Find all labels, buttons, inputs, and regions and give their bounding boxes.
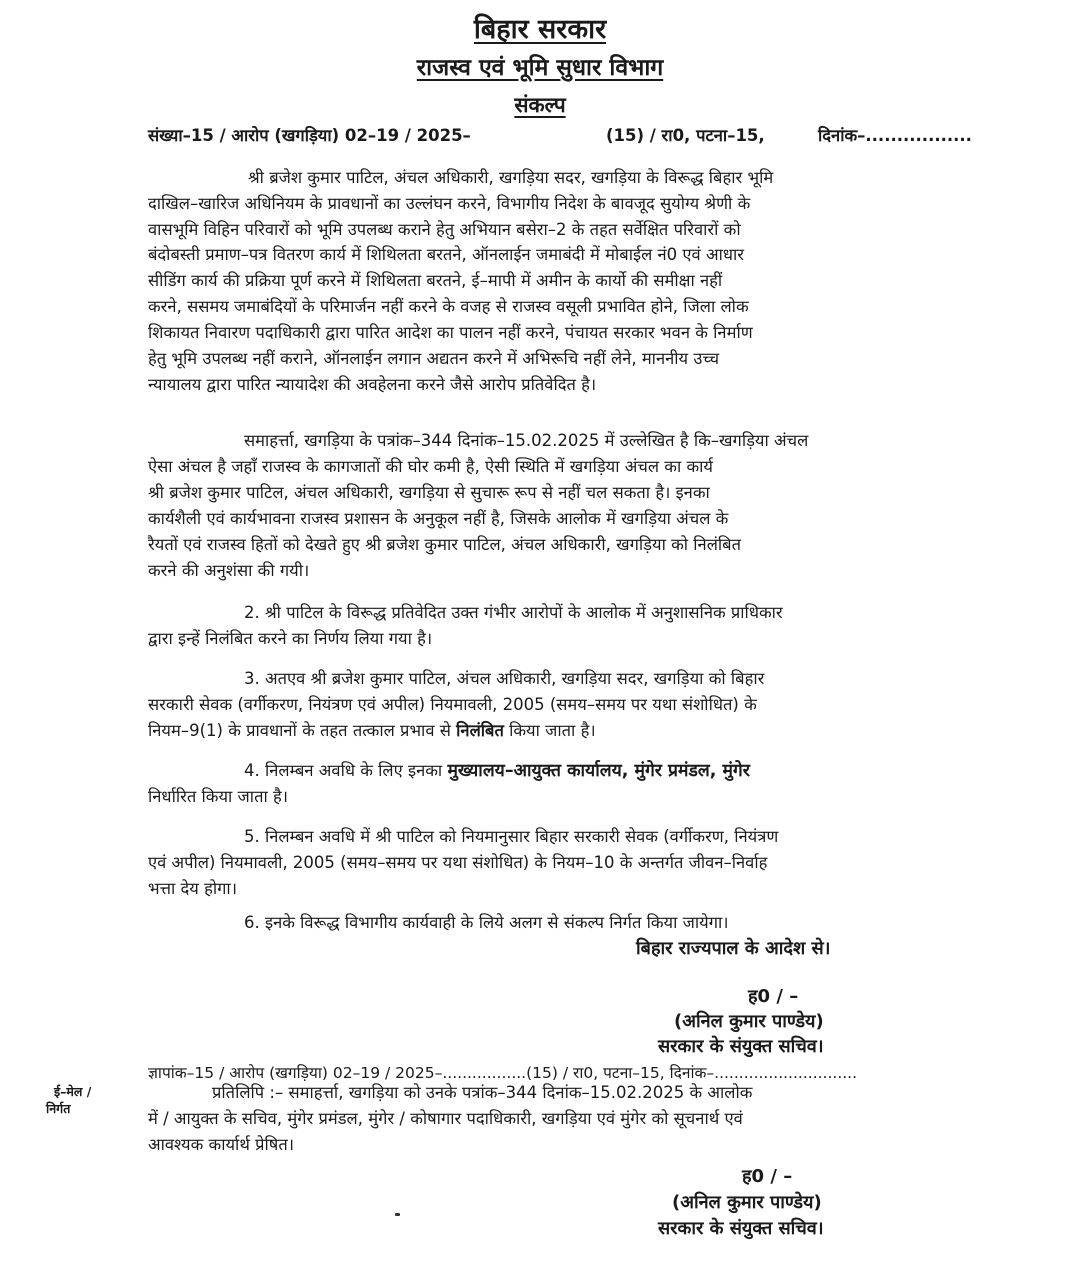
para7-line: 6. इनके विरूद्ध विभागीय कार्यवाही के लिये अलग से संकल्प निर्गत किया जायेगा।	[244, 913, 729, 932]
department-title: राजस्व एवं भूमि सुधार विभाग	[416, 55, 664, 81]
para1-line: सीडिंग कार्य की प्रक्रिया पूर्ण करने में शिथिलता बरतने, ई–मापी में अमीन के कार्यो की समीक्षा नहीं	[148, 271, 723, 290]
signed-mark: ह0 / –	[748, 986, 799, 1007]
copy-line: में / आयुक्त के सचिव, मुंगेर प्रमंडल, मुंगेर / कोषागार पदाधिकारी, खगड़िया एवं मुंगेर को सूचनार्थ एवं	[148, 1109, 743, 1128]
margin-note-email: ई–मेल /	[54, 1084, 92, 1099]
memo-reference: ज्ञापांक–15 / आरोप (खगड़िया) 02–19 / 2025–.................(15) / रा0, पटना–15, दिनांक–.............................	[148, 1064, 858, 1082]
signatory-name: (अनिल कुमार पाण्डेय)	[674, 1011, 824, 1032]
signed-mark: ह0 / –	[742, 1166, 793, 1187]
para2-line: ऐसा अंचल है जहाँ राजस्व के कागजातों की घोर कमी है, ऐसी स्थिति में खगड़िया अंचल का कार्य	[148, 457, 713, 476]
para1-line: करने, ससमय जमाबंदियों के परिमार्जन नहीं करने के वजह से राजस्व वसूली प्रभावित होने, जिला लोक	[148, 297, 749, 316]
para4-text: किया जाता है।	[503, 721, 596, 740]
para5-text: 4. निलम्बन अवधि के लिए इनका	[244, 761, 448, 780]
reference-office: (15) / रा0, पटना–15,	[606, 126, 765, 145]
copy-line: आवश्यक कार्यार्थ प्रेषित।	[148, 1135, 294, 1154]
governor-order: बिहार राज्यपाल के आदेश से।	[636, 938, 831, 959]
para1-line: शिकायत निवारण पदाधिकारी द्वारा पारित आदेश का पालन नहीं करने, पंचायत सरकार भवन के निर्माण	[148, 323, 753, 342]
margin-note-issued: निर्गत	[46, 1101, 71, 1116]
para2-line: रैयतों एवं राजस्व हितों को देखते हुए श्री ब्रजेश कुमार पाटिल, अंचल अधिकारी, खगड़िया को निलंबित	[148, 535, 742, 554]
reference-date: दिनांक–.................	[818, 126, 972, 145]
para4-line: सरकारी सेवक (वर्गीकरण, नियंत्रण एवं अपील) नियमावली, 2005 (समय–समय पर यथा संशोधित) के	[148, 695, 757, 714]
signatory-designation: सरकार के संयुक्त सचिव।	[658, 1036, 824, 1057]
para1-line: दाखिल–खारिज अधिनियम के प्रावधानों का उल्लंघन करने, विभागीय निदेश के बावजूद सुयोग्य श्रेणी के	[148, 194, 751, 213]
para1-line: बंदोबस्ती प्रमाण–पत्र वितरण कार्य में शिथिलता बरतने, ऑनलाईन जमाबंदी में मोबाईल नं0 एवं आधार	[148, 245, 744, 264]
para1-line: हेतु भूमि उपलब्ध नहीं कराने, ऑनलाईन लगान अद्यतन करने में अभिरूचि नहीं लेने, माननीय उच्च	[148, 349, 720, 368]
para4-text: नियम–9(1) के प्रावधानों के तहत तत्काल प्रभाव से	[148, 721, 457, 740]
signatory-name: (अनिल कुमार पाण्डेय)	[672, 1192, 822, 1213]
para5-line: निर्धारित किया जाता है।	[148, 787, 289, 806]
para1-line: वासभूमि विहिन परिवारों को भूमि उपलब्ध कराने हेतु अभियान बसेरा–2 के तहत सर्वेक्षित परिवारों को	[148, 220, 741, 239]
para4-line	[148, 719, 596, 743]
reference-number: संख्या–15 / आरोप (खगड़िया) 02–19 / 2025–	[148, 126, 471, 145]
para2-line: कार्यशैली एवं कार्यभावना राजस्व प्रशासन के अनुकूल नहीं है, जिसके आलोक में खगड़िया अंचल के	[148, 509, 729, 528]
para3-line: 2. श्री पाटिल के विरूद्ध प्रतिवेदित उक्त गंभीर आरोपों के आलोक में अनुशासनिक प्राधिकार	[244, 603, 783, 622]
headquarters-emphasis: मुख्यालय–आयुक्त कार्यालय, मुंगेर प्रमंडल, मुंगेर	[447, 761, 750, 781]
para6-line: 5. निलम्बन अवधि में श्री पाटिल को नियमानुसार बिहार सरकारी सेवक (वर्गीकरण, नियंत्रण	[244, 827, 779, 846]
para2-line: करने की अनुशंसा की गयी।	[148, 561, 310, 580]
government-title: बिहार सरकार	[473, 14, 607, 45]
para4-line: 3. अतएव श्री ब्रजेश कुमार पाटिल, अंचल अधिकारी, खगड़िया सदर, खगड़िया को बिहार	[244, 669, 765, 688]
copy-line: प्रतिलिपि :– समाहर्त्ता, खगड़िया को उनके पत्रांक–344 दिनांक–15.02.2025 के आलोक	[212, 1083, 753, 1102]
para1-line: न्यायालय द्वारा पारित न्यायादेश की अवहेलना करने जैसे आरोप प्रतिवेदित है।	[148, 375, 597, 394]
stray-ink-mark	[395, 1213, 400, 1216]
document-type: संकल्प	[514, 93, 566, 117]
para6-line: एवं अपील) नियमावली, 2005 (समय–समय पर यथा संशोधित) के नियम–10 के अन्तर्गत जीवन–निर्वाह	[148, 853, 768, 872]
signatory-designation: सरकार के संयुक्त सचिव।	[658, 1218, 824, 1239]
para2-line: समाहर्त्ता, खगड़िया के पत्रांक–344 दिनांक–15.02.2025 में उल्लेखित है कि–खगड़िया अंचल	[244, 431, 809, 450]
para6-line: भत्ता देय होगा।	[148, 879, 237, 898]
para1-line: श्री ब्रजेश कुमार पाटिल, अंचल अधिकारी, खगड़िया सदर, खगड़िया के विरूद्ध बिहार भूमि	[248, 168, 774, 187]
para5-line	[244, 759, 750, 783]
suspended-emphasis: निलंबित	[456, 721, 504, 740]
para2-line: श्री ब्रजेश कुमार पाटिल, अंचल अधिकारी, खगड़िया से सुचारू रूप से नहीं चल सकता है। इनका	[148, 483, 710, 502]
para3-line: द्वारा इन्हें निलंबित करने का निर्णय लिया गया है।	[148, 629, 433, 648]
